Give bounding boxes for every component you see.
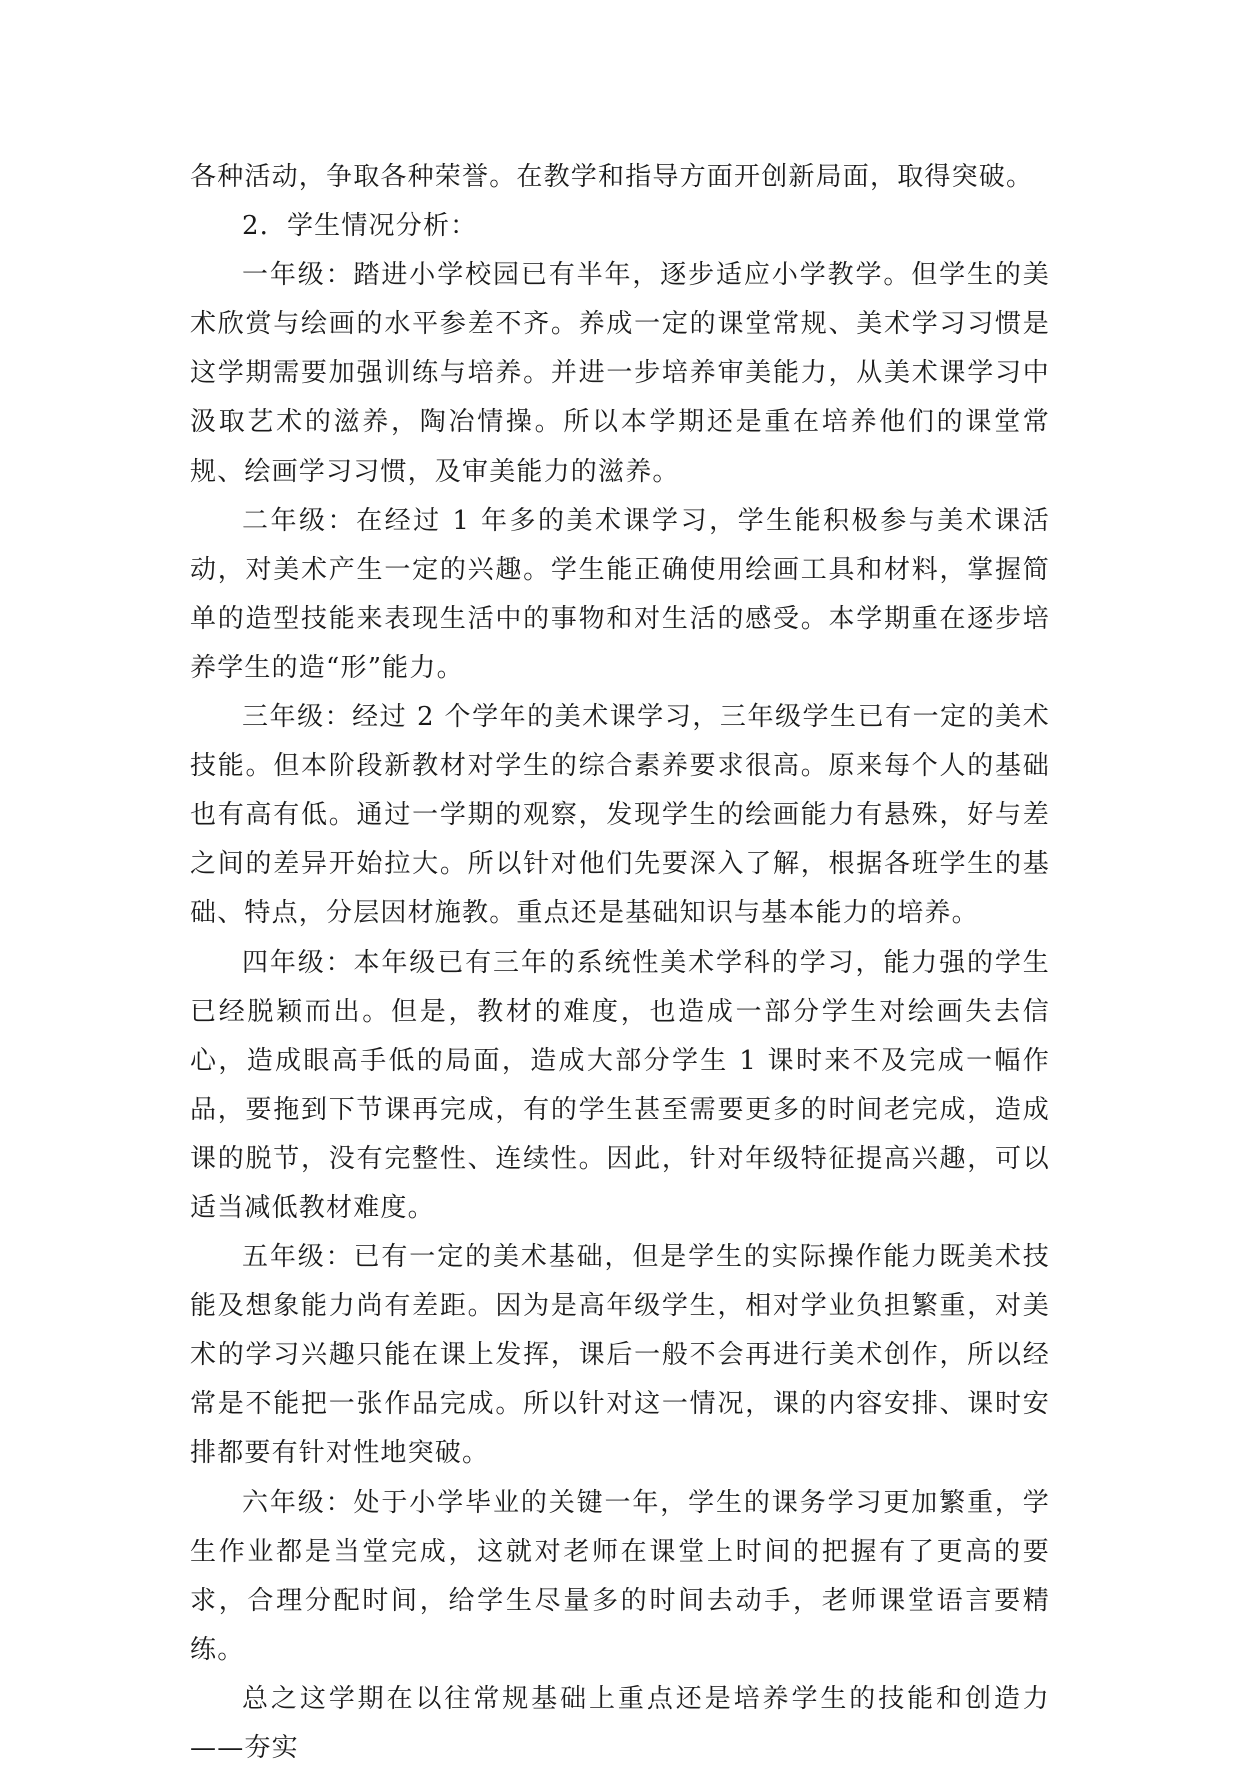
paragraph-grade-2: 二年级：在经过 1 年多的美术课学习，学生能积极参与美术课活动，对美术产生一定的兴趣。学生能正确使用绘画工具和材料，掌握简单的造型技能来表现生活中的事物和对生活的感受。本学期重在逐步培养学生的造“形”能力。 (190, 505, 1050, 683)
paragraph-grade-6: 六年级：处于小学毕业的关键一年，学生的课务学习更加繁重，学生作业都是当堂完成，这就对老师在课堂上时间的把握有了更高的要求，合理分配时间，给学生尽量多的时间去动手，老师课堂语言要精练。 (190, 1487, 1050, 1665)
paragraph-grade-3: 三年级：经过 2 个学年的美术课学习，三年级学生已有一定的美术技能。但本阶段新教材对学生的综合素养要求很高。原来每个人的基础也有高有低。通过一学期的观察，发现学生的绘画能力有悬殊，好与差之间的差异开始拉大。所以针对他们先要深入了解，根据各班学生的基础、特点，分层因材施教。重点还是基础知识与基本能力的培养。 (190, 702, 1050, 929)
paragraph-summary: 总之这学期在以往常规基础上重点还是培养学生的技能和创造力——夯实 (190, 1683, 1050, 1763)
paragraph-grade-1: 一年级：踏进小学校园已有半年，逐步适应小学教学。但学生的美术欣赏与绘画的水平参差不齐。养成一定的课堂常规、美术学习习惯是这学期需要加强训练与培养。并进一步培养审美能力，从美术课学习中汲取艺术的滋养，陶冶情操。所以本学期还是重在培养他们的课堂常规、绘画学习习惯，及审美能力的滋养。 (190, 260, 1050, 487)
paragraph-grade-4: 四年级：本年级已有三年的系统性美术学科的学习，能力强的学生已经脱颖而出。但是，教材的难度，也造成一部分学生对绘画失去信心，造成眼高手低的局面，造成大部分学生 1 课时来不及完成一幅作品，要拖到下节课再完成，有的学生甚至需要更多的时间老完成，造成课的脱节，没有完整性、连续性。因此，针对年级特征提高兴趣，可以适当减低教材难度。 (190, 947, 1050, 1223)
paragraph-continuation: 各种活动，争取各种荣誉。在教学和指导方面开创新局面，取得突破。 (190, 162, 1034, 192)
paragraph-grade-5: 五年级：已有一定的美术基础，但是学生的实际操作能力既美术技能及想象能力尚有差距。因为是高年级学生，相对学业负担繁重，对美术的学习兴趣只能在课上发挥，课后一般不会再进行美术创作，所以经常是不能把一张作品完成。所以针对这一情况，课的内容安排、课时安排都要有针对性地突破。 (190, 1242, 1050, 1469)
section-heading-student-analysis: 2．学生情况分析： (242, 211, 478, 242)
document-body (190, 153, 1050, 1773)
